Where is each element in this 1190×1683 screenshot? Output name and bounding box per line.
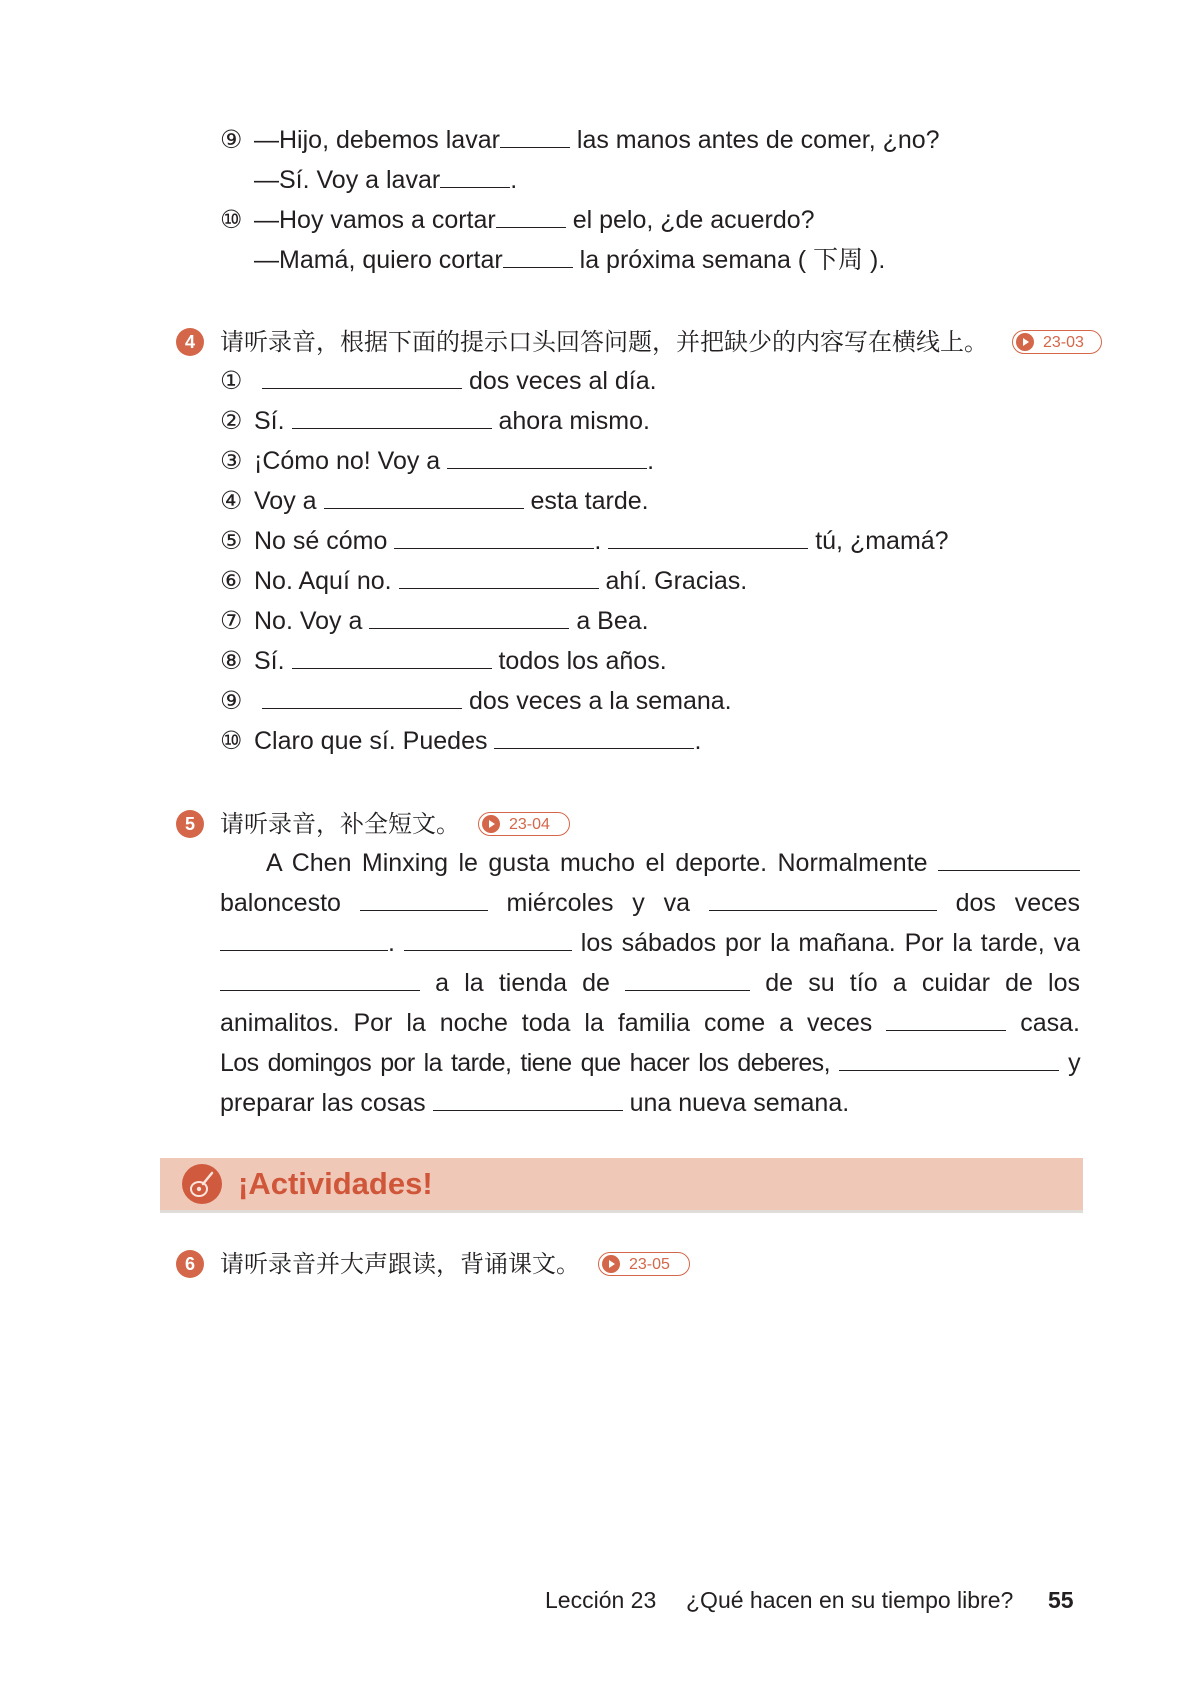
audio-code: 23-05 (629, 1256, 670, 1273)
answer-blank[interactable] (404, 926, 572, 951)
answer-blank[interactable] (500, 123, 570, 148)
item-number: ⑧ (220, 647, 243, 675)
item-number: ⑩ (220, 727, 243, 755)
item-text: esta tarde. (530, 487, 649, 515)
item-text: tú, ¿mamá? (815, 527, 949, 555)
section-5-passage (220, 843, 1080, 1123)
answer-blank[interactable] (292, 644, 492, 669)
q4-item-8 (220, 643, 667, 679)
passage-line (220, 1043, 1080, 1083)
q4-item-1 (220, 363, 657, 399)
item-text: Sí. (254, 647, 285, 675)
answer-blank[interactable] (839, 1046, 1059, 1071)
passage-line (220, 923, 1080, 963)
item-number: ⑤ (220, 527, 243, 555)
q4-item-4 (220, 483, 649, 519)
page-number: 55 (1048, 1587, 1074, 1613)
q4-item-5 (220, 523, 949, 559)
section-5-badge: 5 (176, 810, 204, 838)
item-text: Claro que sí. Puedes (254, 727, 488, 755)
item-text: ahí. Gracias. (605, 567, 748, 595)
answer-blank[interactable] (447, 444, 647, 469)
answer-blank[interactable] (433, 1086, 623, 1111)
item-number: ② (220, 407, 243, 435)
passage-line (220, 843, 1080, 883)
passage-line (220, 1083, 1080, 1123)
answer-blank[interactable] (503, 243, 573, 268)
answer-blank[interactable] (360, 886, 488, 911)
item-text: —Hijo, debemos lavar (254, 126, 500, 154)
item-number: ④ (220, 487, 243, 515)
item-text: . (647, 447, 655, 475)
answer-blank[interactable] (220, 926, 388, 951)
item-text: a Bea. (576, 607, 649, 635)
answer-blank[interactable] (262, 684, 462, 709)
section-6-instruction: 请听录音并大声跟读，背诵课文。 (220, 1250, 580, 1278)
item-number: ① (220, 367, 243, 395)
passage-text: A Chen Minxing le gusta mucho el deporte. Normalmente (266, 849, 928, 877)
section-6-badge: 6 (176, 1250, 204, 1278)
item-number: ⑩ (220, 206, 243, 234)
passage-text: animalitos. Por la noche toda la familia come a veces (220, 1009, 873, 1037)
audio-code: 23-03 (1043, 334, 1084, 351)
passage-text: y (1068, 1049, 1080, 1077)
section-4-instruction: 请听录音，根据下面的提示口头回答问题，并把缺少的内容写在横线上。 (220, 328, 988, 356)
item-text: No. Aquí no. (254, 567, 392, 595)
answer-blank[interactable] (608, 524, 808, 549)
item-text: —Hoy vamos a cortar (254, 206, 496, 234)
item-text: la próxima semana ( 下周 ). (572, 246, 886, 274)
section-4-badge: 4 (176, 328, 204, 356)
answer-blank[interactable] (369, 604, 569, 629)
answer-blank[interactable] (262, 364, 462, 389)
item-text: dos veces al día. (468, 367, 657, 395)
item-text: ¡Cómo no! Voy a (254, 447, 441, 475)
item-number: ⑨ (220, 687, 243, 715)
passage-line (220, 1003, 1080, 1043)
q4-item-3 (220, 443, 654, 479)
passage-text: dos veces (955, 889, 1081, 917)
item-text: Voy a (254, 487, 317, 515)
passage-text: . (388, 929, 395, 957)
q4-item-9 (220, 683, 732, 719)
section-6-audio-button[interactable] (598, 1252, 690, 1276)
item-text: —Mamá, quiero cortar (254, 246, 503, 274)
banner-title: ¡Actividades! (238, 1166, 433, 1201)
passage-text: los sábados por la mañana. Por la tarde, va (580, 929, 1080, 957)
play-icon (482, 815, 500, 833)
passage-text: una nueva semana. (629, 1089, 850, 1117)
passage-text: miércoles y va (506, 889, 690, 917)
answer-blank[interactable] (220, 966, 420, 991)
guitar-icon (182, 1164, 222, 1204)
answer-blank[interactable] (292, 404, 492, 429)
exercise-item-10-reply (254, 242, 885, 278)
exercise-item-9-reply (254, 162, 517, 198)
answer-blank[interactable] (496, 203, 566, 228)
audio-code: 23-04 (509, 816, 550, 833)
footer-lesson: Lección 23 (545, 1587, 657, 1613)
actividades-banner (160, 1158, 1083, 1213)
item-text: —Sí. Voy a lavar (254, 166, 441, 194)
item-number: ③ (220, 447, 243, 475)
answer-blank[interactable] (625, 966, 750, 991)
answer-blank[interactable] (440, 163, 510, 188)
play-icon (602, 1255, 620, 1273)
passage-text: preparar las cosas (220, 1089, 426, 1117)
passage-text: baloncesto (220, 889, 341, 917)
item-number: ⑨ (220, 126, 243, 154)
item-text: todos los años. (498, 647, 667, 675)
item-text: las manos antes de comer, ¿no? (569, 126, 940, 154)
answer-blank[interactable] (709, 886, 937, 911)
passage-text: casa. (1020, 1009, 1081, 1037)
play-icon (1016, 333, 1034, 351)
passage-text: Los domingos por la tarde, tiene que hacer los deberes, (220, 1049, 830, 1077)
exercise-item-10 (220, 202, 815, 238)
section-5-instruction: 请听录音，补全短文。 (220, 810, 460, 838)
passage-text: a la tienda de (435, 969, 610, 997)
answer-blank[interactable] (886, 1006, 1006, 1031)
answer-blank[interactable] (324, 484, 524, 509)
answer-blank[interactable] (399, 564, 599, 589)
section-5-audio-button[interactable] (478, 812, 570, 836)
item-text: No sé cómo (254, 527, 388, 555)
passage-line (220, 963, 1080, 1003)
passage-text: de su tío a cuidar de los (765, 969, 1081, 997)
q4-item-7 (220, 603, 649, 639)
item-number: ⑥ (220, 567, 243, 595)
item-text: Sí. (254, 407, 285, 435)
item-text: . (694, 727, 702, 755)
answer-blank[interactable] (394, 524, 594, 549)
footer-title: ¿Qué hacen en su tiempo libre? (686, 1587, 1014, 1613)
exercise-item-9 (220, 122, 940, 158)
item-text: . (594, 527, 602, 555)
item-text: No. Voy a (254, 607, 363, 635)
passage-line (220, 883, 1080, 923)
item-text: el pelo, ¿de acuerdo? (565, 206, 815, 234)
q4-item-10 (220, 723, 701, 759)
item-text: . (510, 166, 518, 194)
item-number: ⑦ (220, 607, 243, 635)
item-text: dos veces a la semana. (468, 687, 732, 715)
section-4-audio-button[interactable] (1012, 330, 1102, 354)
answer-blank[interactable] (938, 846, 1080, 871)
q4-item-6 (220, 563, 747, 599)
item-text: ahora mismo. (498, 407, 650, 435)
answer-blank[interactable] (494, 724, 694, 749)
q4-item-2 (220, 403, 650, 439)
